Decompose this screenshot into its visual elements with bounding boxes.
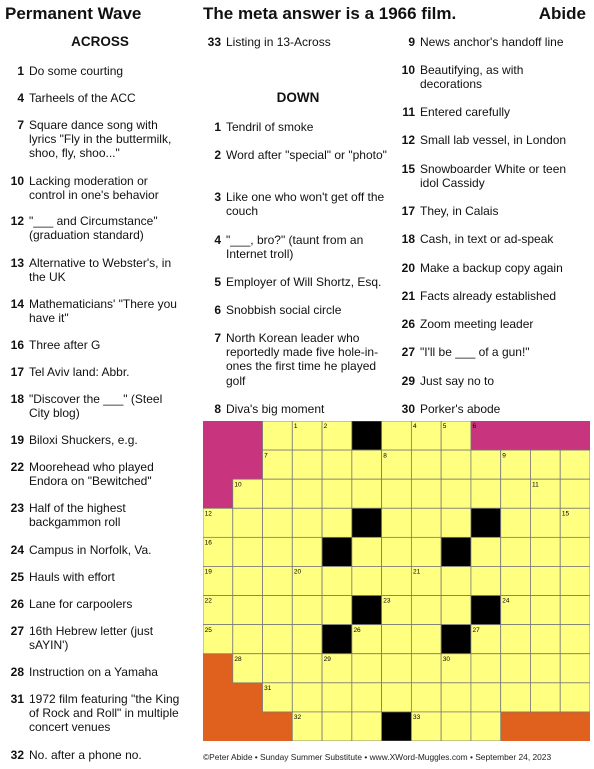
cell-number: 23: [383, 597, 391, 605]
down-clue-26[interactable]: [397, 317, 587, 331]
across-clue-25[interactable]: [6, 570, 186, 584]
clue-number: 15: [401, 162, 415, 176]
clue-text: Small lab vessel, in London: [420, 133, 567, 147]
clue-text: News anchor's handoff line: [420, 35, 564, 49]
down-clue-3[interactable]: [203, 190, 393, 218]
clue-number: 6: [214, 303, 221, 317]
grid-cell[interactable]: [441, 712, 471, 741]
down-clue-11[interactable]: [397, 105, 587, 119]
across-clue-16[interactable]: [6, 338, 186, 352]
cell-number: 13: [353, 510, 361, 518]
grid-cell[interactable]: [382, 508, 412, 537]
clue-text: North Korean leader who reportedly made five hole-in-ones the first time he played golf: [226, 331, 379, 388]
clue-number: 12: [10, 214, 24, 228]
grid-cell[interactable]: [530, 508, 560, 537]
clue-text: Facts already established: [420, 289, 557, 303]
grid-cell[interactable]: [501, 625, 531, 654]
grid-cell[interactable]: [382, 625, 412, 654]
down-clue-8[interactable]: [203, 402, 393, 416]
grid-cell[interactable]: [263, 566, 293, 595]
cell-number: 8: [383, 452, 387, 460]
grid-cell[interactable]: [382, 654, 412, 683]
cell-number: 4: [412, 423, 417, 431]
grid-cell[interactable]: [322, 450, 352, 479]
clue-number: 18: [10, 392, 24, 406]
grid-canvas[interactable]: [203, 421, 590, 741]
grid-cell[interactable]: [292, 508, 322, 537]
clue-number: 26: [401, 317, 415, 331]
grid-cell[interactable]: [471, 450, 501, 479]
clue-number: 16: [10, 338, 24, 352]
grid-cell[interactable]: [560, 596, 590, 625]
clue-number: 31: [10, 692, 24, 706]
clue-number: 1: [17, 64, 24, 78]
clue-text: Listing in 13-Across: [226, 35, 331, 49]
cell-number: 27: [472, 626, 480, 634]
black-square: [382, 712, 412, 741]
clue-text: "___ and Circumstance" (graduation standard): [29, 214, 158, 243]
cell-number: 32: [293, 714, 302, 722]
grid-cell[interactable]: [352, 479, 382, 508]
across-clue-4[interactable]: [6, 91, 186, 105]
down-clue-12[interactable]: [397, 133, 587, 147]
down-clue-9[interactable]: [397, 35, 587, 49]
across-clue-33[interactable]: [203, 35, 393, 49]
cell-number: 30: [442, 655, 450, 663]
clue-text: Word after "special" or "photo": [226, 148, 387, 162]
cell-number: 28: [234, 655, 242, 663]
down-clue-7[interactable]: [203, 331, 393, 388]
cell-number: 1: [293, 423, 298, 431]
clue-number: 10: [401, 63, 415, 77]
clue-text: Just say no to: [420, 374, 495, 388]
grid-cell[interactable]: [441, 596, 471, 625]
cell-number: 29: [323, 655, 331, 663]
grid-cell[interactable]: [411, 683, 441, 712]
clue-number: 4: [214, 233, 221, 247]
cell-number: 5: [442, 423, 447, 431]
black-square: [322, 625, 352, 654]
across-heading: ACROSS: [71, 34, 129, 49]
clue-text: Tendril of smoke: [226, 120, 314, 134]
clue-number: 27: [10, 624, 24, 638]
cell-number: 10: [234, 481, 242, 489]
grid-cell[interactable]: [471, 537, 501, 566]
clue-number: 10: [10, 174, 24, 188]
clue-text: "Discover the ___" (Steel City blog): [29, 392, 163, 421]
clue-number: 8: [214, 402, 221, 416]
grid-cell[interactable]: [382, 421, 412, 450]
down-clue-1[interactable]: [203, 120, 393, 134]
grid-cell[interactable]: [263, 508, 293, 537]
across-clue-31[interactable]: [6, 692, 186, 735]
grid-cell[interactable]: [292, 683, 322, 712]
cell-number: 3: [353, 423, 358, 431]
grid-cell[interactable]: [501, 566, 531, 595]
clue-number: 3: [214, 190, 221, 204]
cell-number: 18: [442, 539, 450, 547]
clue-number: 25: [10, 570, 24, 584]
grid-cell[interactable]: [471, 566, 501, 595]
grid-cell[interactable]: [322, 712, 352, 741]
cell-number: 15: [561, 510, 570, 518]
across-clue-14[interactable]: [6, 297, 186, 325]
grid-cell[interactable]: [263, 625, 293, 654]
clue-text: Make a backup copy again: [420, 261, 563, 275]
clue-text: No. after a phone no.: [29, 748, 142, 762]
clue-text: Beautifying, as with decorations: [420, 63, 524, 92]
grid-cell[interactable]: [530, 566, 560, 595]
clue-number: 2: [214, 148, 221, 162]
cell-number: 9: [502, 452, 506, 460]
across-clue-13[interactable]: [6, 256, 186, 284]
down-clue-17[interactable]: [397, 204, 587, 218]
clue-number: 33: [207, 35, 221, 49]
down-clue-21[interactable]: [397, 289, 587, 303]
cell-number: 21: [412, 568, 421, 576]
grid-cell[interactable]: [560, 566, 590, 595]
clue-text: Lane for carpoolers: [29, 597, 133, 611]
clue-number: 20: [401, 261, 415, 275]
clue-number: 18: [401, 232, 415, 246]
clue-number: 29: [401, 374, 415, 388]
down-clue-15[interactable]: [397, 162, 587, 190]
grid-cell[interactable]: [233, 596, 263, 625]
grid-cell[interactable]: [501, 654, 531, 683]
cell-number: 24: [502, 597, 510, 605]
grid-cell[interactable]: [382, 537, 412, 566]
clue-number: 1: [214, 120, 221, 134]
across-clue-10[interactable]: [6, 174, 186, 202]
clue-text: Mathematicians' "There you have it": [29, 297, 177, 326]
clue-text: Porker's abode: [420, 402, 501, 416]
clue-text: Hauls with effort: [29, 570, 115, 584]
clue-number: 17: [401, 204, 415, 218]
grid-cell[interactable]: [352, 450, 382, 479]
grid-cell[interactable]: [292, 625, 322, 654]
grid-cell[interactable]: [233, 508, 263, 537]
cell-number: 19: [204, 568, 212, 576]
across-clue-7[interactable]: [6, 118, 186, 161]
across-clue-19[interactable]: [6, 433, 186, 447]
down-heading: DOWN: [276, 90, 320, 105]
author-name: Abide: [538, 4, 586, 23]
clue-number: 4: [17, 91, 24, 105]
clue-number: 7: [17, 118, 24, 132]
cell-number: 17: [323, 539, 331, 547]
clue-text: Moorehead who played Endora on "Bewitched": [29, 460, 154, 489]
clue-text: Tel Aviv land: Abbr.: [29, 365, 130, 379]
clue-text: Zoom meeting leader: [420, 317, 534, 331]
grid-cell[interactable]: [560, 683, 590, 712]
grid-cell[interactable]: [263, 479, 293, 508]
clue-text: They, in Calais: [420, 204, 499, 218]
grid-cell[interactable]: [560, 450, 590, 479]
across-clue-27[interactable]: [6, 624, 186, 652]
across-clue-18[interactable]: [6, 392, 186, 420]
clue-text: Instruction on a Yamaha: [29, 665, 158, 679]
clue-number: 17: [10, 365, 24, 379]
grid-cell[interactable]: [382, 683, 412, 712]
grid-cell[interactable]: [263, 654, 293, 683]
clue-text: Biloxi Shuckers, e.g.: [29, 433, 138, 447]
grid-cell[interactable]: [411, 479, 441, 508]
grid-cell[interactable]: [292, 479, 322, 508]
clue-text: Do some courting: [29, 64, 124, 78]
grid-cell[interactable]: [411, 537, 441, 566]
cell-number: 14: [472, 510, 480, 518]
black-square: [441, 625, 471, 654]
clue-number: 19: [10, 433, 24, 447]
down-clue-2[interactable]: [203, 148, 393, 162]
cell-number: 2: [323, 423, 328, 431]
clue-number: 7: [214, 331, 221, 345]
grid-cell[interactable]: [471, 683, 501, 712]
grid-cell[interactable]: [411, 654, 441, 683]
grid-cell[interactable]: [530, 683, 560, 712]
cell-number: 26: [353, 626, 361, 634]
clue-number: 5: [214, 275, 221, 289]
clue-text: 16th Hebrew letter (just sAYIN'): [29, 624, 154, 653]
black-square: [471, 596, 501, 625]
down-clue-5[interactable]: [203, 275, 393, 289]
grid-cell[interactable]: [322, 566, 352, 595]
cell-number: 16: [204, 539, 212, 547]
down-clue-10[interactable]: [397, 63, 587, 91]
grid-cell[interactable]: [501, 537, 531, 566]
grid-cell[interactable]: [560, 479, 590, 508]
clue-text: Alternative to Webster's, in the UK: [29, 256, 172, 285]
across-clue-1[interactable]: [6, 64, 186, 78]
clue-text: Entered carefully: [420, 105, 511, 119]
clue-text: Snowboarder White or teen idol Cassidy: [420, 162, 567, 191]
clue-number: 24: [10, 543, 24, 557]
down-clue-6[interactable]: [203, 303, 393, 317]
down-clue-18[interactable]: [397, 232, 587, 246]
grid-cell[interactable]: [352, 654, 382, 683]
cell-number: 33: [412, 714, 421, 722]
grid-cell[interactable]: [471, 654, 501, 683]
grid-cell[interactable]: [501, 683, 531, 712]
clue-text: Snobbish social circle: [226, 303, 342, 317]
grid-cell[interactable]: [530, 450, 560, 479]
grid-cell[interactable]: [441, 450, 471, 479]
cell-number: 25: [204, 626, 212, 634]
across-clue-12[interactable]: [6, 214, 186, 242]
cell-number: 12: [204, 510, 212, 518]
grid-cell[interactable]: [441, 508, 471, 537]
grid-cell[interactable]: [352, 712, 382, 741]
across-clue-22[interactable]: [6, 460, 186, 488]
across-clue-28[interactable]: [6, 665, 186, 679]
grid-cell[interactable]: [322, 596, 352, 625]
clue-text: Lacking moderation or control in one's behavior: [29, 174, 159, 203]
grid-cell[interactable]: [263, 421, 293, 450]
grid-cell[interactable]: [263, 537, 293, 566]
clue-number: 27: [401, 345, 415, 359]
grid-cell[interactable]: [292, 654, 322, 683]
across-clue-24[interactable]: [6, 543, 186, 557]
grid-cell[interactable]: [441, 683, 471, 712]
clue-number: 21: [401, 289, 415, 303]
clue-number: 12: [401, 133, 415, 147]
across-clue-23[interactable]: [6, 501, 186, 529]
grid-cell[interactable]: [441, 479, 471, 508]
grid-cell[interactable]: [471, 712, 501, 741]
clue-text: Half of the highest backgammon roll: [29, 501, 126, 530]
clue-text: Three after G: [29, 338, 101, 352]
puzzle-title: Permanent Wave: [5, 4, 142, 23]
clue-text: Campus in Norfolk, Va.: [29, 543, 152, 557]
clue-text: Employer of Will Shortz, Esq.: [226, 275, 382, 289]
copyright-footer: ©Peter Abide • Sunday Summer Substitute • www.XWord-Muggles.com • September 24, 2023: [203, 752, 552, 762]
grid-cell[interactable]: [530, 654, 560, 683]
grid-cell[interactable]: [411, 596, 441, 625]
grid-cell[interactable]: [560, 537, 590, 566]
clue-number: 11: [402, 105, 415, 119]
clue-text: Cash, in text or ad-speak: [420, 232, 554, 246]
clue-number: 23: [10, 501, 24, 515]
cell-number: 22: [204, 597, 212, 605]
clue-number: 30: [401, 402, 415, 416]
grid-cell[interactable]: [352, 566, 382, 595]
grid-cell[interactable]: [352, 683, 382, 712]
cell-number: 31: [264, 685, 272, 693]
grid-cell[interactable]: [530, 537, 560, 566]
down-clue-30[interactable]: [397, 402, 587, 416]
grid-cell[interactable]: [560, 654, 590, 683]
grid-cell[interactable]: [322, 683, 352, 712]
clue-text: Square dance song with lyrics "Fly in the buttermilk, shoo, fly, shoo...": [29, 118, 172, 161]
grid-cell[interactable]: [292, 450, 322, 479]
across-clue-32[interactable]: [6, 748, 186, 762]
clue-number: 9: [408, 35, 415, 49]
cell-number: 11: [532, 481, 539, 489]
grid-cell[interactable]: [233, 537, 263, 566]
cell-number: 20: [293, 568, 302, 576]
clue-number: 13: [10, 256, 24, 270]
clue-text: 1972 film featuring "the King of Rock and Roll" in multiple concert venues: [29, 692, 180, 735]
meta-instruction: The meta answer is a 1966 film.: [203, 4, 457, 23]
grid-cell[interactable]: [233, 625, 263, 654]
grid-cell[interactable]: [352, 537, 382, 566]
clue-number: 26: [10, 597, 24, 611]
clue-text: "___, bro?" (taunt from an Internet troll): [226, 233, 364, 262]
clue-text: Like one who won't get off the couch: [226, 190, 385, 219]
grid-cell[interactable]: [292, 596, 322, 625]
down-clue-20[interactable]: [397, 261, 587, 275]
grid-cell[interactable]: [322, 508, 352, 537]
black-square: [352, 596, 382, 625]
down-clue-29[interactable]: [397, 374, 587, 388]
grid-cell[interactable]: [382, 566, 412, 595]
cell-number: 6: [472, 423, 477, 431]
grid-cell[interactable]: [441, 566, 471, 595]
grid-cell[interactable]: [411, 625, 441, 654]
across-clue-26[interactable]: [6, 597, 186, 611]
clue-number: 22: [10, 460, 24, 474]
grid-cell[interactable]: [233, 566, 263, 595]
grid-cell[interactable]: [501, 479, 531, 508]
grid-cell[interactable]: [263, 596, 293, 625]
grid-cell[interactable]: [411, 450, 441, 479]
grid-cell[interactable]: [530, 625, 560, 654]
clue-number: 14: [10, 297, 24, 311]
clue-text: "I'll be ___ of a gun!": [420, 345, 530, 359]
grid-cell[interactable]: [292, 537, 322, 566]
grid-cell[interactable]: [471, 479, 501, 508]
grid-cell[interactable]: [501, 508, 531, 537]
crossword-grid[interactable]: [203, 421, 590, 741]
clue-text: Tarheels of the ACC: [29, 91, 136, 105]
grid-cell[interactable]: [382, 479, 412, 508]
grid-cell[interactable]: [530, 596, 560, 625]
grid-cell[interactable]: [560, 625, 590, 654]
clue-number: 28: [10, 665, 24, 679]
clue-text: Diva's big moment: [226, 402, 325, 416]
clue-number: 32: [10, 748, 24, 762]
grid-cell[interactable]: [411, 508, 441, 537]
grid-cell[interactable]: [322, 479, 352, 508]
cell-number: 7: [264, 452, 268, 460]
down-clue-27[interactable]: [397, 345, 587, 359]
across-clue-17[interactable]: [6, 365, 186, 379]
down-clue-4[interactable]: [203, 233, 393, 261]
